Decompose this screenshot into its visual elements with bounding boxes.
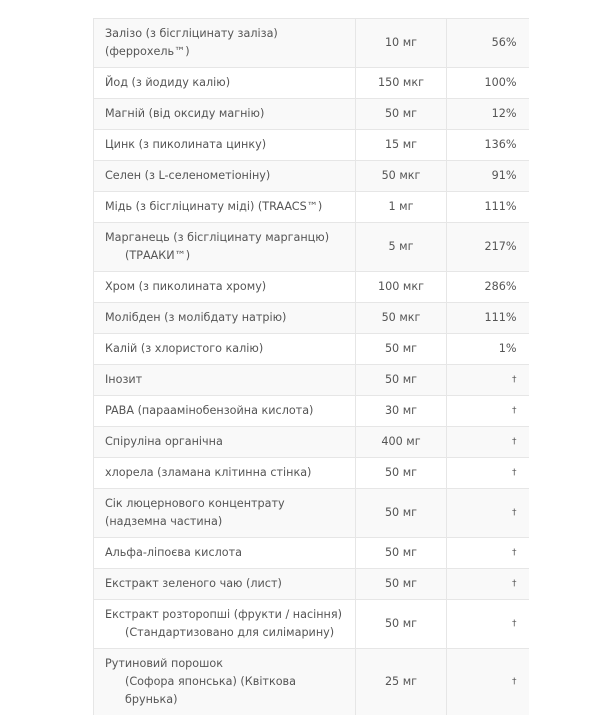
ingredient-name-text: Екстракт зеленого чаю (лист) [105,577,282,590]
ingredient-amount: 50 мг [356,600,447,649]
ingredient-amount: 150 мкг [356,68,447,99]
table-row [94,427,529,458]
daily-value: 111% [447,192,529,223]
ingredient-name-detail: (Стандартизовано для силімарину) [105,624,345,642]
ingredient-name [94,569,356,600]
ingredient-name [94,458,356,489]
ingredient-amount: 50 мг [356,334,447,365]
table-row [94,19,529,68]
daily-value: 1% [447,334,529,365]
table-body [94,19,529,715]
table-row [94,458,529,489]
ingredient-name [94,396,356,427]
ingredient-name [94,649,356,715]
table-row [94,130,529,161]
ingredient-amount: 25 мг [356,649,447,715]
ingredient-name-text: Екстракт розторопші (фрукти / насіння) [105,608,342,621]
ingredient-name-text: PABA (параамінобензойна кислота) [105,404,313,417]
table-row [94,489,529,538]
ingredient-name-text: Альфа-ліпоєва кислота [105,546,242,559]
table-row [94,68,529,99]
ingredient-name [94,303,356,334]
ingredient-name [94,365,356,396]
daily-value: 217% [447,223,529,272]
ingredient-name-detail: (Софора японська) (Квіткова брунька) [105,673,345,709]
ingredient-amount: 100 мкг [356,272,447,303]
ingredient-name-text: Йод (з йодиду калію) [105,76,230,89]
table-row [94,365,529,396]
ingredient-name-text: Цинк (з пиколината цинку) [105,138,266,151]
ingredient-name [94,489,356,538]
daily-value: 136% [447,130,529,161]
ingredient-name [94,600,356,649]
table-row [94,99,529,130]
ingredient-name-text: хлорела (зламана клітинна стінка) [105,466,311,479]
ingredient-name-text: Залізо (з бісгліцинату заліза) (феррохель™) [105,27,278,58]
ingredient-amount: 50 мг [356,569,447,600]
ingredient-name-text: Молібден (з молібдату натрію) [105,311,286,324]
ingredient-name [94,192,356,223]
daily-value: 111% [447,303,529,334]
daily-value: † [447,427,529,458]
ingredient-name-text: Селен (з L-селенометіоніну) [105,169,270,182]
table-row [94,649,529,715]
ingredient-name-text: Спіруліна органічна [105,435,223,448]
table-row [94,396,529,427]
table-row [94,600,529,649]
daily-value: † [447,365,529,396]
daily-value: 56% [447,19,529,68]
daily-value: 12% [447,99,529,130]
daily-value: † [447,569,529,600]
ingredient-name [94,427,356,458]
ingredient-name-text: Хром (з пиколината хрому) [105,280,266,293]
daily-value: † [447,458,529,489]
ingredient-name [94,272,356,303]
ingredient-name [94,538,356,569]
daily-value: 91% [447,161,529,192]
table-row [94,569,529,600]
daily-value: † [447,489,529,538]
ingredient-amount: 50 мг [356,489,447,538]
table-row [94,192,529,223]
daily-value: † [447,538,529,569]
ingredient-amount: 50 мкг [356,161,447,192]
daily-value: 286% [447,272,529,303]
daily-value: 100% [447,68,529,99]
table-row [94,334,529,365]
ingredient-amount: 50 мг [356,538,447,569]
ingredient-amount: 50 мг [356,458,447,489]
daily-value: † [447,600,529,649]
ingredient-amount: 50 мг [356,99,447,130]
ingredient-amount: 400 мг [356,427,447,458]
daily-value: † [447,396,529,427]
ingredient-amount: 50 мг [356,365,447,396]
ingredient-name-text: Марганець (з бісгліцинату марганцю) [105,231,329,244]
table-row [94,161,529,192]
ingredient-name [94,130,356,161]
ingredient-name [94,223,356,272]
ingredient-amount: 15 мг [356,130,447,161]
ingredient-name [94,161,356,192]
daily-value: † [447,649,529,715]
ingredient-amount: 10 мг [356,19,447,68]
ingredient-name [94,99,356,130]
ingredient-amount: 50 мкг [356,303,447,334]
ingredient-amount: 1 мг [356,192,447,223]
ingredient-name-text: Калій (з хлористого калію) [105,342,263,355]
ingredient-name [94,68,356,99]
ingredient-name-detail: (ТРААКИ™) [105,247,345,265]
ingredient-name-text: Інозит [105,373,142,386]
ingredient-name-text: Сік люцернового концентрату (надземна частина) [105,497,285,528]
ingredient-name-text: Мідь (з бісгліцинату міді) (TRAACS™) [105,200,322,213]
supplement-facts-table [93,18,529,715]
ingredient-amount: 5 мг [356,223,447,272]
table-row [94,303,529,334]
table-row [94,223,529,272]
ingredient-name [94,19,356,68]
table-row [94,538,529,569]
supplement-facts-table-wrapper [93,18,528,715]
table-row [94,272,529,303]
ingredient-name [94,334,356,365]
ingredient-name-text: Рутиновий порошок [105,657,223,670]
ingredient-name-text: Магній (від оксиду магнію) [105,107,264,120]
ingredient-amount: 30 мг [356,396,447,427]
